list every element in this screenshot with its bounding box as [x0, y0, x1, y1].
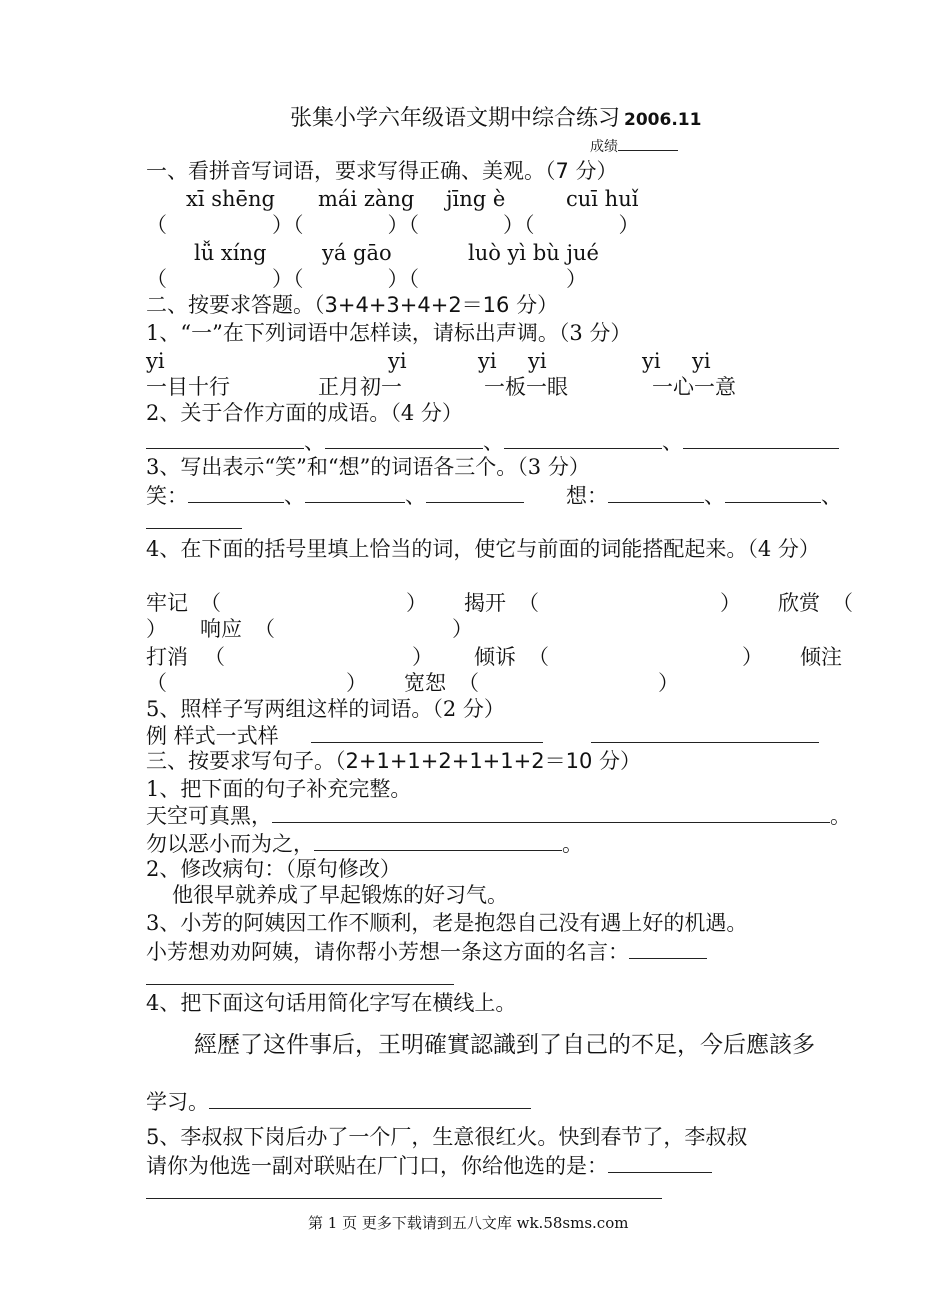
laugh-think-answers[interactable]: 笑： 、 、 想： 、 、 — [146, 484, 842, 508]
question-2-5: 5、照样子写两组这样的词语。（2 分） — [146, 697, 505, 721]
question-2-3: 3、写出表示“笑”和“想”的词语各三个。（3 分） — [146, 455, 590, 479]
tone-mark: yi — [692, 349, 711, 373]
pinyin-3: jīng è — [446, 187, 506, 211]
traditional-sentence: 經歷了这件事后，王明確實認識到了自己的不足，今后應該多 — [194, 1032, 815, 1058]
pinyin-6: yá gāo — [322, 241, 392, 265]
simplified-answer[interactable]: 学习。 — [146, 1088, 531, 1115]
section-3-heading: 三、按要求写句子。（2+1+1+2+1+1+2＝10 分） — [146, 749, 641, 773]
collocation-word: 牢记 — [146, 591, 188, 615]
question-2-1: 1、“一”在下列词语中怎样读，请标出声调。（3 分） — [146, 321, 632, 345]
collocation-word: 揭开 — [464, 591, 506, 615]
question-3-5-line-2[interactable]: 请你为他选一副对联贴在厂门口，你给他选的是： — [146, 1152, 712, 1179]
pinyin-7: luò yì bù jué — [468, 241, 599, 265]
pinyin-2: mái zàng — [318, 187, 415, 211]
question-3-3-line-1: 3、小芳的阿姨因工作不顺利，老是抱怨自己没有遇上好的机遇。 — [146, 911, 748, 935]
pinyin-1: xī shēng — [186, 187, 275, 211]
example-answer-lines[interactable]: 例 样式一式样 — [146, 722, 819, 749]
section-2-heading: 二、按要求答题。（3+4+3+4+2＝16 分） — [146, 293, 559, 317]
word-1: 一目十行 — [146, 375, 230, 399]
collocation-word: 欣赏 — [778, 591, 820, 615]
answer-line[interactable] — [146, 508, 242, 535]
idiom-answer-lines[interactable]: 、 、 、 — [146, 428, 839, 455]
page-title: 张集小学六年级语文期中综合练习 2006.11 — [290, 106, 702, 131]
sentence-completion-a[interactable]: 天空可真黑， 。 — [146, 804, 851, 828]
collocation-word: 倾注 — [800, 645, 842, 669]
question-2-4: 4、在下面的括号里填上恰当的词，使它与前面的词能搭配起来。（4 分） — [146, 537, 820, 561]
answer-line[interactable] — [146, 1178, 662, 1205]
question-3-1: 1、把下面的句子补充完整。 — [146, 777, 412, 801]
pinyin-4: cuī huǐ — [566, 187, 639, 211]
page-footer: 第 1 页 更多下载请到五八文库 wk.58sms.com — [308, 1214, 629, 1232]
tone-mark: yi — [528, 349, 547, 373]
collocation-word: 响应 — [200, 617, 242, 641]
answer-line[interactable] — [146, 964, 454, 991]
question-3-3-line-2[interactable]: 小芳想劝劝阿姨，请你帮小芳想一条这方面的名言： — [146, 938, 707, 965]
score-field: 成绩 — [590, 136, 678, 156]
question-3-2: 2、修改病句：（原句修改） — [146, 857, 401, 881]
word-3: 一板一眼 — [484, 375, 568, 399]
tone-mark: yi — [642, 349, 661, 373]
answer-brackets-row-1[interactable]: （ ）（ ）（ ）（ ） — [146, 213, 640, 237]
pinyin-5: lǚ xíng — [194, 241, 267, 265]
tone-mark: yi — [146, 349, 165, 373]
sentence-completion-b[interactable]: 勿以恶小而为之， 。 — [146, 832, 583, 856]
word-4: 一心一意 — [652, 375, 736, 399]
answer-brackets-row-2[interactable]: （ ）（ ）（ ） — [146, 267, 587, 291]
tone-mark: yi — [388, 349, 407, 373]
word-2: 正月初一 — [318, 375, 402, 399]
question-3-5-line-1: 5、李叔叔下岗后办了一个厂，生意很红火。快到春节了，李叔叔 — [146, 1125, 748, 1149]
collocation-word: 宽恕 — [404, 671, 446, 695]
question-3-4: 4、把下面这句话用简化字写在横线上。 — [146, 991, 517, 1015]
collocation-word: 打消 — [146, 645, 188, 669]
tone-mark: yi — [478, 349, 497, 373]
section-1-heading: 一、看拼音写词语，要求写得正确、美观。（7 分） — [146, 159, 618, 183]
question-2-2: 2、关于合作方面的成语。（4 分） — [146, 401, 463, 425]
faulty-sentence: 他很早就养成了早起锻炼的好习气。 — [172, 883, 508, 907]
collocation-word: 倾诉 — [474, 645, 516, 669]
